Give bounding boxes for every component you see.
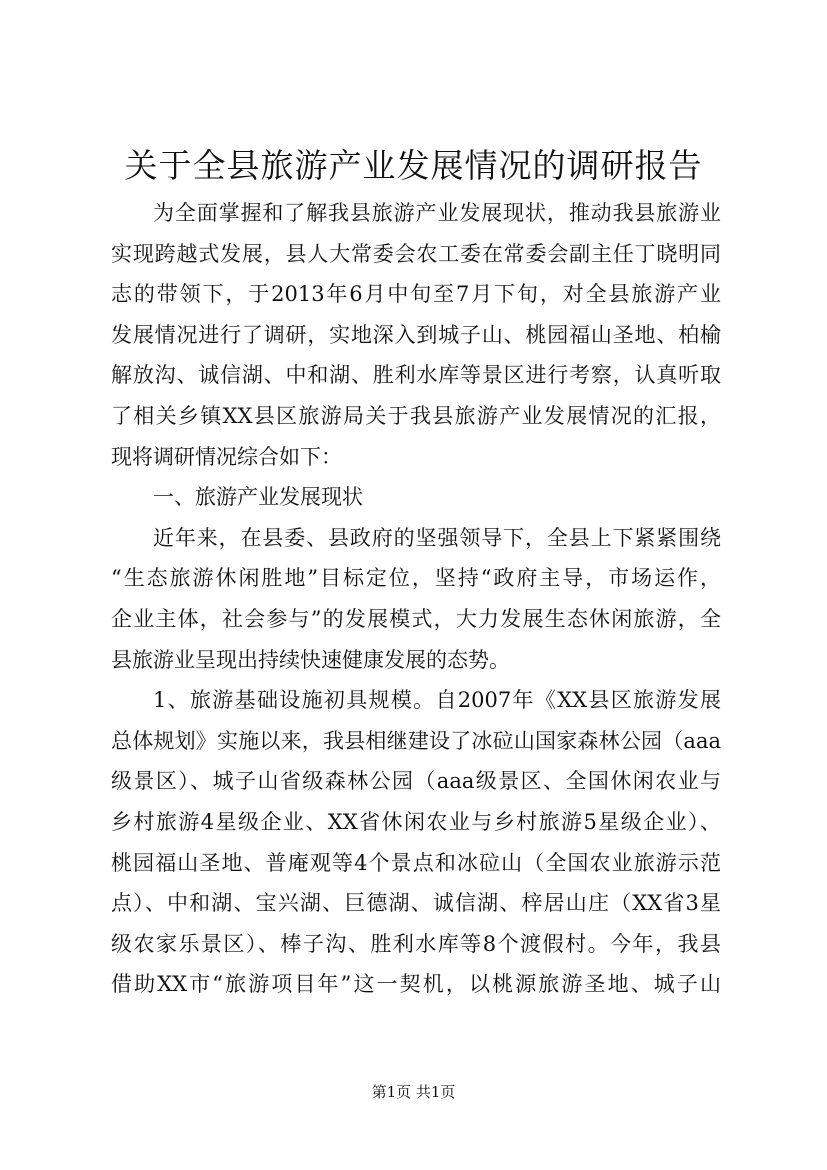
body-line: 一、旅游产业发展现状 (153, 485, 363, 509)
body-line: 县旅游业呈现出持续快速健康发展的态势。 (111, 648, 510, 672)
body-line: 乡村旅游4星级企业、XX省休闲农业与乡村旅游5星级企业）、 (111, 810, 721, 834)
body-line: 现将调研情况综合如下： (111, 445, 342, 469)
body-line: 级景区）、城子山省级森林公园（aaa级景区、全国休闲农业与 (111, 769, 721, 793)
body-line: “生态旅游休闲胜地”目标定位，坚持“政府主导，市场运作， (111, 566, 721, 590)
body-line: 为全面掌握和了解我县旅游产业发展现状，推动我县旅游业 (153, 201, 721, 225)
body-line: 1、旅游基础设施初具规模。自2007年《XX县区旅游发展 (153, 688, 721, 712)
body-line: 实现跨越式发展，县人大常委会农工委在常委会副主任丁晓明同 (111, 242, 721, 266)
body-line: 了相关乡镇XX县区旅游局关于我县旅游产业发展情况的汇报， (111, 404, 721, 428)
body-line: 企业主体，社会参与”的发展模式，大力发展生态休闲旅游，全 (111, 607, 721, 631)
body-line: 借助XX市“旅游项目年”这一契机，以桃源旅游圣地、城子山 (111, 972, 721, 996)
body-line: 级农家乐景区）、棒子沟、胜利水库等8个渡假村。今年，我县 (111, 932, 721, 956)
body-line: 解放沟、诚信湖、中和湖、胜利水库等景区进行考察，认真听取 (111, 363, 721, 387)
body-line: 近年来，在县委、县政府的坚强领导下，全县上下紧紧围绕 (153, 526, 721, 550)
page-footer: 第1页 共1页 (371, 1083, 456, 1101)
body-line: 总体规划》实施以来，我县相继建设了冰砬山国家森林公园（aaa (111, 729, 721, 753)
body-line: 志的带领下，于2013年6月中旬至7月下旬，对全县旅游产业 (111, 282, 721, 306)
body-line: 发展情况进行了调研，实地深入到城子山、桃园福山圣地、柏榆 (111, 323, 721, 347)
body-line: 点）、中和湖、宝兴湖、巨德湖、诚信湖、梓居山庄（XX省3星 (111, 891, 721, 915)
body-line: 桃园福山圣地、普庵观等4个景点和冰砬山（全国农业旅游示范 (111, 851, 721, 875)
document-title: 关于全县旅游产业发展情况的调研报告 (124, 146, 703, 185)
